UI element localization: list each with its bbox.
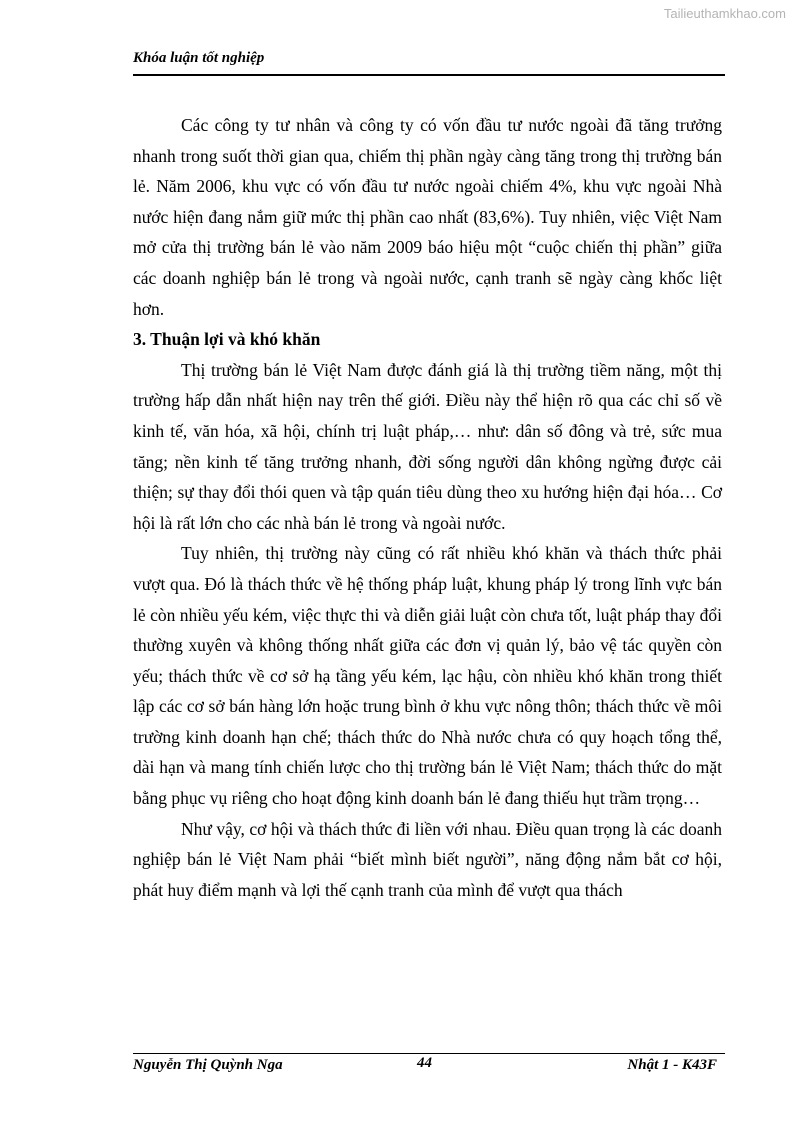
footer-author: Nguyễn Thị Quỳnh Nga: [133, 1057, 283, 1073]
watermark: Tailieuthamkhao.com: [663, 6, 786, 21]
document-body: [133, 110, 722, 905]
paragraph: Tuy nhiên, thị trường này cũng có rất nhiều khó khăn và thách thức phải vượt qua. Đó là thách thức về hệ thống pháp luật, khung pháp lý trong lĩnh vực bán lẻ còn nhiều yếu kém, việc thực thi và diễn giải luật còn chưa tốt, luật pháp thay đổi thường xuyên và không thống nhất giữa các đơn vị quản lý, bảo vệ tác quyền còn yếu; thách thức về cơ sở hạ tầng yếu kém, lạc hậu, còn nhiều khó khăn trong thiết lập các cơ sở bán hàng lớn hoặc trung bình ở khu vực nông thôn; thách thức về môi trường kinh doanh hạn chế; thách thức do Nhà nước chưa có quy hoạch tổng thể, dài hạn và mang tính chiến lược cho thị trường bán lẻ Việt Nam; thách thức do mặt bằng phục vụ riêng cho hoạt động kinh doanh bán lẻ đang thiếu hụt trầm trọng…: [133, 543, 722, 809]
header-title: Khóa luận tốt nghiệp: [133, 50, 265, 66]
footer-divider: [133, 1053, 725, 1054]
page-header: [133, 50, 725, 67]
paragraph: Các công ty tư nhân và công ty có vốn đầu tư nước ngoài đã tăng trưởng nhanh trong suốt thời gian qua, chiếm thị phần ngày càng tăng trong thị trường bán lẻ. Năm 2006, khu vực có vốn đầu tư nước ngoài chiếm 4%, khu vực ngoài Nhà nước hiện đang nắm giữ mức thị phần cao nhất (83,6%). Tuy nhiên, việc Việt Nam mở cửa thị trường bán lẻ vào năm 2009 báo hiệu một “cuộc chiến thị phần” giữa các doanh nghiệp bán lẻ trong và ngoài nước, cạnh tranh sẽ ngày càng khốc liệt hơn.: [133, 115, 722, 319]
page-number: 44: [417, 1055, 432, 1071]
footer-class-code: Nhật 1 - K43F: [627, 1057, 717, 1073]
section-heading: 3. Thuận lợi và khó khăn: [133, 329, 321, 350]
page-footer: [133, 1057, 725, 1081]
paragraph: Như vậy, cơ hội và thách thức đi liền với nhau. Điều quan trọng là các doanh nghiệp bán lẻ Việt Nam phải “biết mình biết người”, năng động nắm bắt cơ hội, phát huy điểm mạnh và lợi thế cạnh tranh của mình để vượt qua thách: [133, 818, 722, 900]
paragraph: Thị trường bán lẻ Việt Nam được đánh giá là thị trường tiềm năng, một thị trường hấp dẫn nhất hiện nay trên thế giới. Điều này thể hiện rõ qua các chỉ số về kinh tế, văn hóa, xã hội, chính trị luật pháp,… như: dân số đông và trẻ, sức mua tăng; nền kinh tế tăng trưởng nhanh, đời sống người dân không ngừng được cải thiện; sự thay đổi thói quen và tập quán tiêu dùng theo xu hướng hiện đại hóa… Cơ hội là rất lớn cho các nhà bán lẻ trong và ngoài nước.: [133, 359, 722, 533]
header-divider: [133, 74, 725, 76]
